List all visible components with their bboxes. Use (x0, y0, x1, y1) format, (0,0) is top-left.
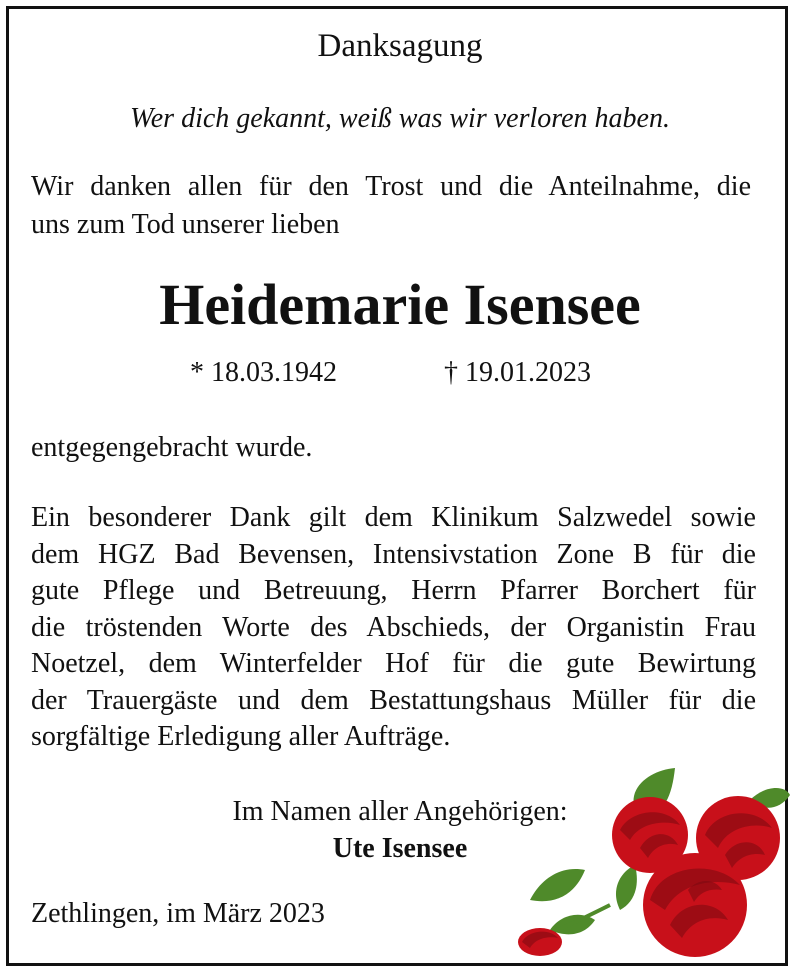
notice-title: Danksagung (317, 28, 483, 64)
thanks-line: dem HGZ Bad Bevensen, Intensivstation Zone B für die (31, 538, 756, 570)
thanks-line: Noetzel, dem Winterfelder Hof für die gute Bewirtung (31, 648, 756, 679)
signer-name: Ute Isensee (332, 833, 468, 864)
thanks-paragraph (31, 500, 756, 756)
intro-line: Wir danken allen für den Trost und die Anteilnahme, die (31, 171, 751, 202)
received-line: entgegengebracht wurde. (31, 432, 313, 463)
red-roses-icon (500, 760, 790, 960)
thanks-line: sorgfältige Erledigung aller Aufträge. (31, 721, 451, 752)
place-date: Zethlingen, im März 2023 (31, 898, 325, 929)
birth-date: * 18.03.1942 (190, 357, 337, 388)
intro-paragraph (31, 168, 751, 244)
thanks-line: Ein besonderer Dank gilt dem Klinikum Salzwedel sowie (31, 502, 756, 533)
death-date: † 19.01.2023 (444, 357, 591, 388)
on-behalf-line: Im Namen aller Angehörigen: (232, 796, 568, 827)
thanks-line: der Trauergäste und dem Bestattungshaus Müller für die (31, 684, 756, 716)
intro-line: uns zum Tod unserer lieben (31, 209, 340, 240)
motto-quote: Wer dich gekannt, weiß was wir verloren haben. (130, 103, 670, 134)
deceased-name: Heidemarie Isensee (159, 272, 641, 337)
thanks-line: gute Pflege und Betreuung, Herrn Pfarrer Borchert für (31, 575, 756, 606)
thanks-line: die tröstenden Worte des Abschieds, der Organistin Frau (31, 611, 756, 643)
